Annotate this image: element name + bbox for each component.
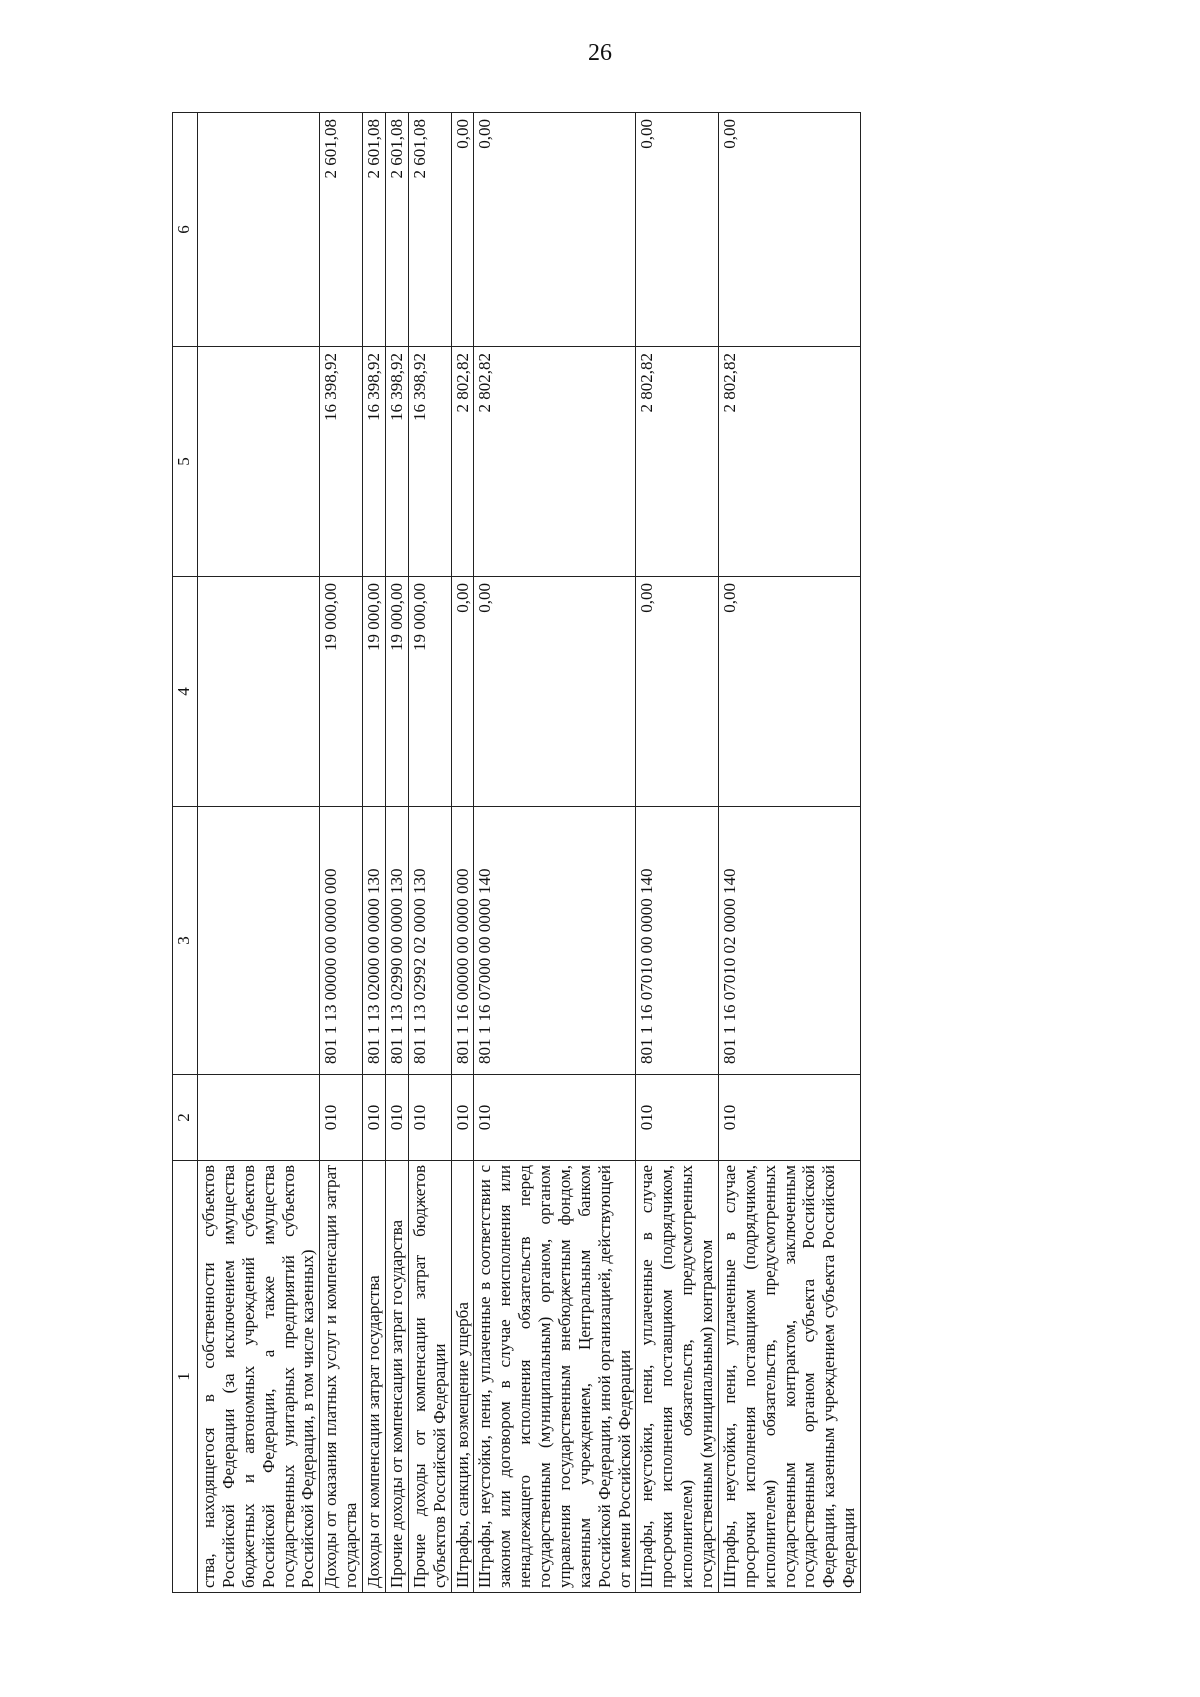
row-col6: 0,00 [451, 113, 474, 347]
row-col5: 2 802,82 [474, 347, 636, 577]
table-row [451, 113, 474, 1593]
row-code: 010 [636, 1075, 719, 1161]
header-col-2: 2 [173, 1075, 198, 1161]
row-col4: 0,00 [636, 577, 719, 807]
row-code: 010 [451, 1075, 474, 1161]
row-name: Доходы от компенсации затрат государства [363, 1161, 386, 1593]
row-name: Штрафы, санкции, возмещение ущерба [451, 1161, 474, 1593]
rotated-table-container [172, 113, 1056, 1593]
row-col6: 0,00 [636, 113, 719, 347]
revenue-table [172, 112, 861, 1593]
row-col6: 2 601,08 [320, 113, 363, 347]
row-col5: 16 398,92 [385, 347, 408, 577]
row-col5: 16 398,92 [408, 347, 451, 577]
row-col4: 19 000,00 [320, 577, 363, 807]
row-col5: 2 802,82 [636, 347, 719, 577]
row-name: ства, находящегося в собственности субъектов Российской Федерации (за исключением имущества бюджетных и автономных учреждений субъектов Российской Федерации, а также имущества государственных унитарных предприятий субъектов Российской Федерации, в том числе казенных) [198, 1161, 320, 1593]
row-kbk: 801 1 16 07000 00 0000 140 [474, 807, 636, 1075]
row-col5: 2 802,82 [451, 347, 474, 577]
row-kbk: 801 1 16 07010 00 0000 140 [636, 807, 719, 1075]
row-code: 010 [320, 1075, 363, 1161]
row-kbk [198, 807, 320, 1075]
row-col5: 16 398,92 [363, 347, 386, 577]
row-name: Штрафы, неустойки, пени, уплаченные в случае просрочки исполнения поставщиком (подрядчиком, исполнителем) обязательств, предусмотренных государственным контрактом, заключенным государственным органом субъекта Российской Федерации, казенным учреждением субъекта Российской Федерации [718, 1161, 860, 1593]
table-row [363, 113, 386, 1593]
row-col5: 16 398,92 [320, 347, 363, 577]
row-name: Штрафы, неустойки, пени, уплаченные в случае просрочки исполнения поставщиком (подрядчиком, исполнителем) обязательств, предусмотренных государственным (муниципальным) контрактом [636, 1161, 719, 1593]
table-header-row [173, 113, 198, 1593]
table-row [474, 113, 636, 1593]
row-kbk: 801 1 16 07010 02 0000 140 [718, 807, 860, 1075]
row-code: 010 [718, 1075, 860, 1161]
row-col6: 2 601,08 [408, 113, 451, 347]
header-col-3: 3 [173, 807, 198, 1075]
table-row [636, 113, 719, 1593]
row-col4: 19 000,00 [408, 577, 451, 807]
row-code: 010 [363, 1075, 386, 1161]
table-row [718, 113, 860, 1593]
header-col-1: 1 [173, 1161, 198, 1593]
row-col4: 0,00 [451, 577, 474, 807]
row-col6: 2 601,08 [363, 113, 386, 347]
row-code: 010 [474, 1075, 636, 1161]
row-col6: 0,00 [718, 113, 860, 347]
row-col6: 2 601,08 [385, 113, 408, 347]
header-col-4: 4 [173, 577, 198, 807]
row-kbk: 801 1 13 02000 00 0000 130 [363, 807, 386, 1075]
row-col5: 2 802,82 [718, 347, 860, 577]
row-name: Доходы от оказания платных услуг и компенсации затрат государства [320, 1161, 363, 1593]
header-col-5: 5 [173, 347, 198, 577]
header-col-6: 6 [173, 113, 198, 347]
row-col4: 19 000,00 [363, 577, 386, 807]
table-row [198, 113, 320, 1593]
row-kbk: 801 1 13 02992 02 0000 130 [408, 807, 451, 1075]
row-col4 [198, 577, 320, 807]
table-row [385, 113, 408, 1593]
row-kbk: 801 1 13 02990 00 0000 130 [385, 807, 408, 1075]
row-col4: 0,00 [718, 577, 860, 807]
row-code [198, 1075, 320, 1161]
row-kbk: 801 1 13 00000 00 0000 000 [320, 807, 363, 1075]
row-name: Прочие доходы от компенсации затрат бюджетов субъектов Российской Федерации [408, 1161, 451, 1593]
row-col6 [198, 113, 320, 347]
row-col4: 19 000,00 [385, 577, 408, 807]
row-code: 010 [408, 1075, 451, 1161]
row-name: Штрафы, неустойки, пени, уплаченные в соответствии с законом или договором в случае неисполнения или ненадлежащего исполнения обязательств перед государственным (муниципальным) органом, органом управления государственным внебюджетным фондом, казенным учреждением, Центральным банком Российской Федерации, иной организацией, действующей от имени Российской Федерации [474, 1161, 636, 1593]
table-row [408, 113, 451, 1593]
row-col5 [198, 347, 320, 577]
row-col4: 0,00 [474, 577, 636, 807]
row-code: 010 [385, 1075, 408, 1161]
row-name: Прочие доходы от компенсации затрат государства [385, 1161, 408, 1593]
table-row [320, 113, 363, 1593]
row-kbk: 801 1 16 00000 00 0000 000 [451, 807, 474, 1075]
row-col6: 0,00 [474, 113, 636, 347]
page-number: 26 [588, 40, 612, 66]
